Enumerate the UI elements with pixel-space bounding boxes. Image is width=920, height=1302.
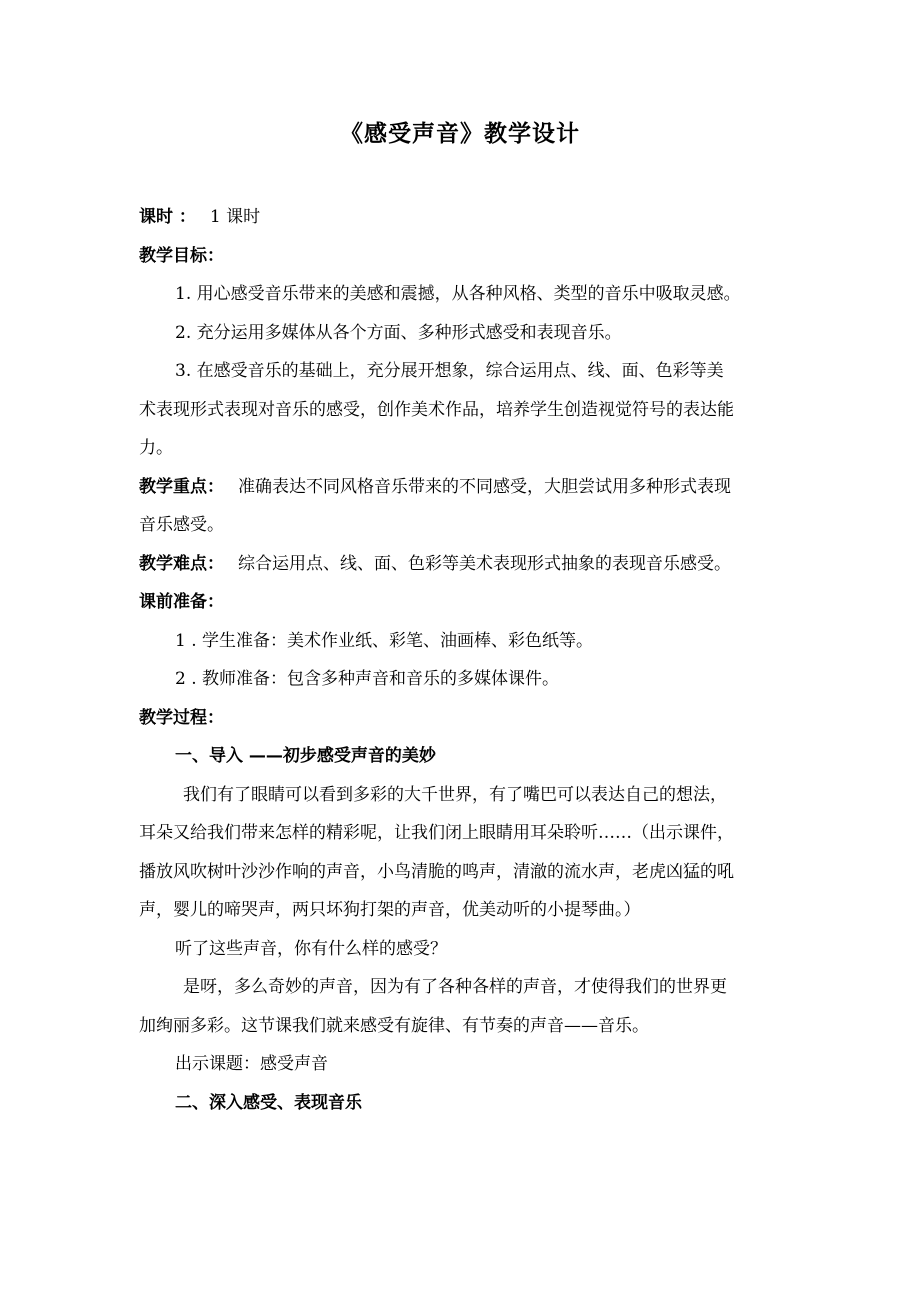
key-points-line xyxy=(139,468,784,507)
lesson-time-line xyxy=(139,198,784,237)
section1-paragraph-line: 耳朵又给我们带来怎样的精彩呢，让我们闭上眼睛用耳朵聆听……（出示课件， xyxy=(139,823,734,843)
preparation-heading: 课前准备： xyxy=(139,592,224,612)
section1-paragraph-line: 我们有了眼睛可以看到多彩的大千世界，有了嘴巴可以表达自己的想法， xyxy=(183,784,727,805)
section1-topic: 出示课题：感受声音 xyxy=(175,1054,328,1074)
section1-paragraph2-line: 加绚丽多彩。这节课我们就来感受有旋律、有节奏的声音——音乐。 xyxy=(139,1015,649,1036)
difficulties-line xyxy=(139,545,784,584)
section1-paragraph-line: 播放风吹树叶沙沙作响的声音，小鸟清脆的鸣声，清澈的流水声，老虎凶猛的吼 xyxy=(139,861,734,882)
lesson-time-value: 1 课时 xyxy=(209,207,261,227)
difficulties-text: 综合运用点、线、面、色彩等美术表现形式抽象的表现音乐感受。 xyxy=(238,553,731,574)
objective-item: 1. 用心感受音乐带来的美感和震撼，从各种风格、类型的音乐中吸取灵感。 xyxy=(175,284,741,304)
document-title: 《感受声音》教学设计 xyxy=(340,121,580,147)
objective-item-continued: 术表现形式表现对音乐的感受，创作美术作品，培养学生创造视觉符号的表达能 xyxy=(139,399,734,420)
section1-paragraph2-line: 是呀，多么奇妙的声音，因为有了各种各样的声音，才使得我们的世界更 xyxy=(183,977,727,997)
section1-paragraph-line: 声，婴儿的啼哭声，两只坏狗打架的声音，优美动听的小提琴曲。） xyxy=(139,900,641,920)
key-points-label: 教学重点： xyxy=(139,476,224,497)
preparation-item: 2 . 教师准备：包含多种声音和音乐的多媒体课件。 xyxy=(175,669,560,689)
section1-heading: 一、导入 ——初步感受声音的美妙 xyxy=(175,746,436,766)
key-points-text: 准确表达不同风格音乐带来的不同感受，大胆尝试用多种形式表现 xyxy=(238,476,731,497)
objective-item: 3. 在感受音乐的基础上，充分展开想象，综合运用点、线、面、色彩等美 xyxy=(175,361,724,381)
objectives-heading: 教学目标： xyxy=(139,245,224,266)
section1-question: 听了这些声音，你有什么样的感受？ xyxy=(175,938,447,959)
lesson-time-label: 课时 ： xyxy=(139,207,196,227)
document-body xyxy=(139,198,784,1122)
preparation-item: 1 . 学生准备：美术作业纸、彩笔、油画棒、彩色纸等。 xyxy=(175,630,594,651)
section2-heading: 二、深入感受、表现音乐 xyxy=(175,1092,362,1113)
difficulties-label: 教学难点： xyxy=(139,553,224,574)
objective-item-continued: 力。 xyxy=(139,438,173,458)
objective-item: 2. 充分运用多媒体从各个方面、多种形式感受和表现音乐。 xyxy=(175,322,622,343)
key-points-continued: 音乐感受。 xyxy=(139,515,224,535)
process-heading: 教学过程： xyxy=(139,707,224,728)
